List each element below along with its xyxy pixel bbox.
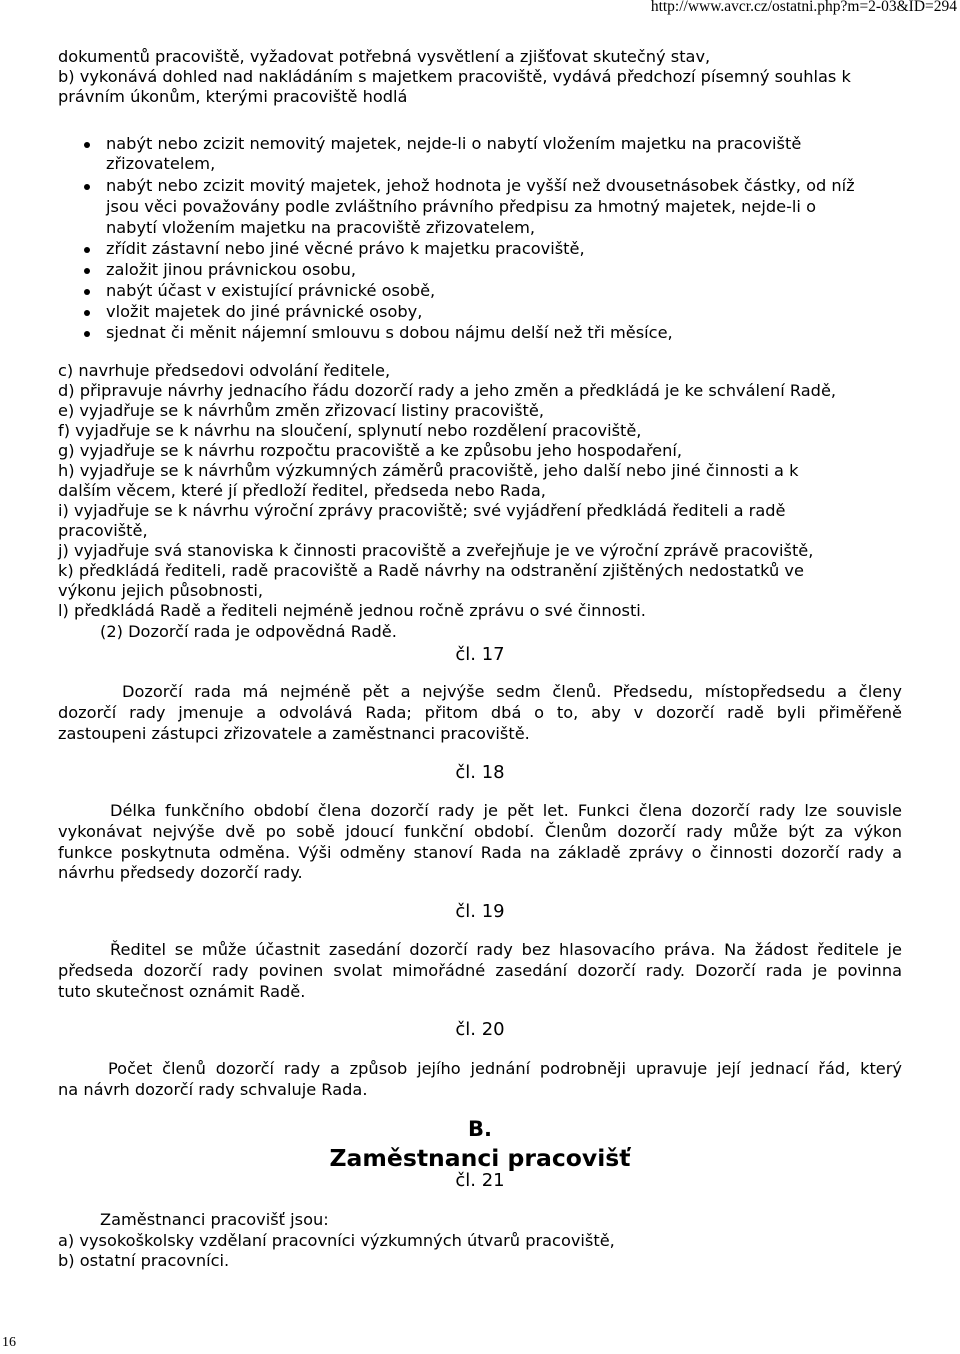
bullet-dot-icon xyxy=(84,310,90,316)
article-line: Počet členů dozorčí rady a způsob jejího jednání podrobněji upravuje její jednací řád, který xyxy=(108,1059,902,1078)
section-item: a) vysokoškolsky vzdělaní pracovníci výzkumných útvarů pracoviště, xyxy=(58,1231,615,1250)
page-url-header: http://www.avcr.cz/ostatni.php?m=2-03&ID=294 xyxy=(650,0,957,15)
section-item: b) ostatní pracovníci. xyxy=(58,1251,230,1270)
list-line: f) vyjadřuje se k návrhu na sloučení, splynutí nebo rozdělení pracoviště, xyxy=(58,421,642,440)
list-line: c) navrhuje předsedovi odvolání ředitele, xyxy=(58,361,391,380)
intro-line: b) vykonává dohled nad nakládáním s majetkem pracoviště, vydává předchozí písemný souhlas k xyxy=(58,67,851,86)
bullet-dot-icon xyxy=(84,247,90,253)
article-line: na návrh dozorčí rady schvaluje Rada. xyxy=(58,1080,368,1099)
article-line: Délka funkčního období člena dozorčí rady je pět let. Funkci člena dozorčí rady lze souvisle xyxy=(110,801,902,820)
list-line: i) vyjadřuje se k návrhu výroční zprávy pracoviště; své vyjádření předkládá řediteli a radě xyxy=(58,501,786,520)
section-intro: Zaměstnanci pracovišť jsou: xyxy=(100,1210,329,1229)
paragraph-2: (2) Dozorčí rada je odpovědná Radě. xyxy=(100,622,397,641)
article-line: zastoupeni zástupci zřizovatele a zaměstnanci pracoviště. xyxy=(58,724,530,743)
article-heading: čl. 19 xyxy=(455,901,505,922)
article-heading: čl. 18 xyxy=(455,762,505,783)
list-line: d) připravuje návrhy jednacího řádu dozorčí rady a jeho změn a předkládá je ke schválení Radě, xyxy=(58,381,837,400)
article-line: dozorčí rady jmenuje a odvolává Rada; přitom dbá o to, aby v dozorčí radě byli přiměřeně xyxy=(58,703,902,722)
article-line: Dozorčí rada má nejméně pět a nejvýše sedm členů. Předsedu, místopředsedu a členy xyxy=(122,682,902,701)
list-line: dalším věcem, které jí předloží ředitel, předseda nebo Rada, xyxy=(58,481,546,500)
list-line: h) vyjadřuje se k návrhům výzkumných záměrů pracoviště, jeho další nebo jiné činnosti a k xyxy=(58,461,799,480)
article-line: tuto skutečnost oznámit Radě. xyxy=(58,982,306,1001)
section-title: Zaměstnanci pracovišť xyxy=(329,1144,631,1172)
intro-line: dokumentů pracoviště, vyžadovat potřebná vysvětlení a zjišťovat skutečný stav, xyxy=(58,47,711,66)
list-line: k) předkládá řediteli, radě pracoviště a Radě návrhy na odstranění zjištěných nedostatků ve xyxy=(58,561,804,580)
list-line: pracoviště, xyxy=(58,521,148,540)
bullet-dot-icon xyxy=(84,268,90,274)
list-line: l) předkládá Radě a řediteli nejméně jednou ročně zprávu o své činnosti. xyxy=(58,601,646,620)
list-line: j) vyjadřuje svá stanoviska k činnosti pracoviště a zveřejňuje je ve výroční zprávě pracoviště, xyxy=(58,541,814,560)
article-line: předseda dozorčí rady povinen svolat mimořádné zasedání dozorčí rady. Dozorčí rada je povinna xyxy=(58,961,902,980)
bullet-dot-icon xyxy=(84,289,90,295)
bullet-dot-icon xyxy=(84,184,90,190)
article-heading: čl. 21 xyxy=(455,1170,505,1191)
article-heading: čl. 20 xyxy=(455,1019,505,1040)
list-line: e) vyjadřuje se k návrhům změn zřizovací listiny pracoviště, xyxy=(58,401,545,420)
list-line: výkonu jejich působnosti, xyxy=(58,581,264,600)
article-line: funkce poskytnuta odměna. Výši odměny stanoví Rada na základě zprávy o činnosti dozorčí rady a xyxy=(58,843,902,862)
page-number: 16 xyxy=(2,1335,16,1350)
article-heading: čl. 17 xyxy=(455,644,505,665)
section-letter: B. xyxy=(468,1117,492,1141)
article-line: vykonávat nejvýše dvě po sobě jdoucí funkční období. Členům dozorčí rady může být za výkon xyxy=(58,822,902,841)
article-line: návrhu předsedy dozorčí rady. xyxy=(58,863,303,882)
article-line: Ředitel se může účastnit zasedání dozorčí rady bez hlasovacího práva. Na žádost ředitele je xyxy=(110,940,902,959)
list-line: g) vyjadřuje se k návrhu rozpočtu pracoviště a ke způsobu jeho hospodaření, xyxy=(58,441,683,460)
intro-line: právním úkonům, kterými pracoviště hodlá xyxy=(58,87,408,106)
bullet-dot-icon xyxy=(84,331,90,337)
bullet-dot-icon xyxy=(84,142,90,148)
